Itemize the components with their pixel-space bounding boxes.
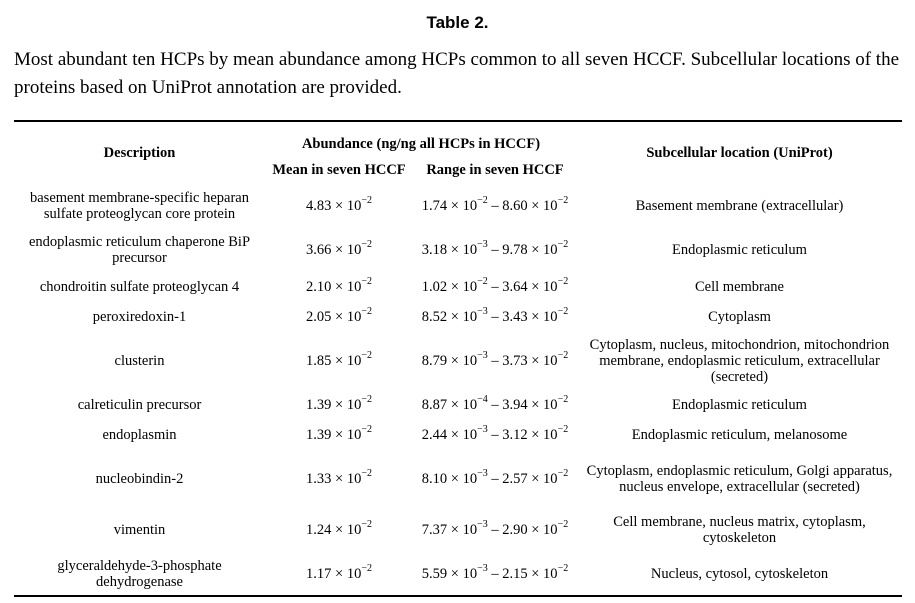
range-low-value-mantissa: 1.02 — [421, 279, 448, 295]
range-separator: – — [487, 397, 503, 413]
range-high-value-exponent: −2 — [557, 519, 569, 531]
cell-mean — [265, 302, 413, 332]
range-low-value-times: × 10 — [447, 309, 478, 325]
cell-location: Basement membrane (extracellular) — [635, 198, 844, 214]
mean-value-times: × 10 — [331, 471, 362, 487]
mean-value-times: × 10 — [331, 397, 362, 413]
range-high-value-mantissa: 2.15 — [502, 565, 528, 582]
range-low-value-mantissa: 2.44 — [421, 427, 448, 443]
range-high-value-exponent: −2 — [557, 239, 569, 251]
range-low-value-exponent: −4 — [477, 394, 488, 406]
data-table-container — [14, 120, 902, 597]
range-low-value — [421, 562, 488, 582]
range-low-value-times: × 10 — [447, 242, 478, 258]
range-low-value-mantissa: 5.59 — [421, 565, 448, 582]
mean-value-exponent: −2 — [361, 195, 372, 207]
table-row — [14, 552, 902, 596]
cell-mean — [265, 332, 413, 390]
range-low-value-mantissa: 7.37 — [421, 522, 448, 538]
range-high-value-mantissa: 8.60 — [502, 198, 528, 214]
cell-description: vimentin — [113, 522, 166, 538]
table-row — [14, 450, 902, 508]
cell-mean — [265, 420, 413, 450]
table-row — [14, 390, 902, 420]
mean-value-exponent: −2 — [361, 519, 372, 531]
mean-value-times: × 10 — [331, 565, 362, 582]
range-high-value-exponent: −2 — [557, 276, 569, 288]
mean-value-exponent: −2 — [361, 394, 372, 406]
cell-description: peroxiredoxin-1 — [92, 309, 187, 325]
cell-description: clusterin — [114, 353, 165, 369]
table-row — [14, 332, 902, 390]
cell-location: Cell membrane — [695, 279, 784, 295]
range-separator: – — [487, 242, 503, 258]
range-low-value-times: × 10 — [447, 565, 478, 582]
range-low-value-times: × 10 — [447, 427, 478, 443]
range-low-value-mantissa: 8.79 — [421, 353, 448, 369]
mean-value-times: × 10 — [331, 353, 362, 369]
range-separator: – — [487, 565, 503, 582]
range-high-value — [502, 276, 569, 295]
range-low-value-exponent: −3 — [477, 468, 488, 480]
mean-value — [306, 195, 372, 214]
mean-value-exponent: −2 — [361, 350, 372, 362]
mean-value-mantissa: 2.10 — [306, 279, 332, 295]
range-low-value-mantissa: 3.18 — [421, 242, 448, 258]
table-body — [14, 184, 902, 596]
mean-value — [306, 239, 372, 258]
range-low-value-exponent: −3 — [477, 306, 488, 318]
range-high-value-mantissa: 2.90 — [502, 522, 528, 538]
cell-range — [413, 184, 577, 228]
mean-value-times: × 10 — [331, 279, 362, 295]
range-low-value — [421, 519, 488, 538]
range-high-value-exponent: −2 — [557, 424, 569, 436]
mean-value-exponent: −2 — [361, 306, 372, 318]
range-separator: – — [487, 427, 503, 443]
abundance-table — [14, 120, 902, 597]
mean-value-mantissa: 1.85 — [306, 353, 332, 369]
range-low-value-times: × 10 — [447, 279, 478, 295]
range-high-value-mantissa: 3.12 — [502, 427, 528, 443]
cell-mean — [265, 390, 413, 420]
range-separator: – — [487, 279, 503, 295]
range-low-value — [421, 276, 488, 295]
range-high-value-times: × 10 — [527, 427, 558, 443]
range-separator: – — [487, 522, 503, 538]
mean-value-times: × 10 — [331, 242, 362, 258]
cell-range — [413, 228, 577, 272]
mean-value-times: × 10 — [331, 198, 362, 214]
range-high-value — [502, 424, 569, 443]
header-description: Description — [103, 145, 176, 161]
range-low-value-mantissa: 8.52 — [421, 309, 448, 325]
range-high-value-exponent: −2 — [557, 468, 569, 480]
cell-description: chondroitin sulfate proteoglycan 4 — [39, 279, 240, 295]
range-low-value — [421, 468, 488, 487]
mean-value — [306, 394, 372, 413]
cell-location: Endoplasmic reticulum — [672, 242, 807, 258]
range-high-value-times: × 10 — [527, 565, 558, 582]
mean-value — [306, 562, 372, 582]
cell-description: endoplasmin — [102, 427, 177, 443]
cell-range — [413, 420, 577, 450]
range-high-value — [502, 562, 569, 582]
mean-value-mantissa: 1.39 — [306, 397, 332, 413]
cell-range — [413, 552, 577, 596]
mean-value-mantissa: 1.24 — [306, 522, 332, 538]
range-low-value — [421, 350, 488, 369]
range-high-value — [502, 468, 569, 487]
range-high-value-times: × 10 — [527, 397, 558, 413]
range-high-value-times: × 10 — [527, 522, 558, 538]
cell-mean — [265, 184, 413, 228]
range-low-value-mantissa: 8.10 — [421, 471, 448, 487]
header-range: Range in seven HCCF — [426, 162, 564, 178]
range-high-value-mantissa: 2.57 — [502, 471, 528, 487]
range-separator: – — [487, 353, 503, 369]
range-low-value-exponent: −3 — [477, 350, 488, 362]
header-mean: Mean in seven HCCF — [272, 162, 406, 178]
mean-value — [306, 424, 372, 443]
range-low-value — [421, 195, 488, 214]
range-high-value-exponent: −2 — [557, 562, 569, 574]
mean-value-mantissa: 3.66 — [306, 242, 332, 258]
range-high-value — [502, 195, 569, 214]
cell-location: Endoplasmic reticulum — [672, 397, 807, 413]
table-row — [14, 508, 902, 552]
cell-range — [413, 508, 577, 552]
range-low-value — [421, 306, 488, 325]
cell-description: calreticulin precursor — [77, 397, 202, 413]
range-high-value-times: × 10 — [527, 242, 558, 258]
range-high-value — [502, 394, 569, 413]
mean-value-times: × 10 — [331, 427, 362, 443]
mean-value-mantissa: 1.17 — [306, 565, 332, 582]
range-high-value-mantissa: 3.94 — [502, 397, 528, 413]
range-high-value-mantissa: 9.78 — [502, 242, 528, 258]
header-abundance-group: Abundance (ng/ng all HCPs in HCCF) — [301, 136, 541, 152]
cell-location: Cytoplasm, nucleus, mitochondrion, mitochondrion membrane, endoplasmic reticulum, extracellular (secreted) — [589, 337, 890, 385]
range-low-value-exponent: −2 — [477, 276, 488, 288]
range-low-value-exponent: −3 — [477, 424, 488, 436]
mean-value — [306, 519, 372, 538]
range-low-value-times: × 10 — [447, 397, 478, 413]
range-separator: – — [487, 471, 503, 487]
mean-value-exponent: −2 — [361, 562, 372, 574]
mean-value — [306, 306, 372, 325]
cell-mean — [265, 228, 413, 272]
range-high-value — [502, 239, 569, 258]
cell-range — [413, 302, 577, 332]
range-high-value-mantissa: 3.43 — [502, 309, 528, 325]
range-low-value — [421, 424, 488, 443]
mean-value — [306, 350, 372, 369]
range-low-value-mantissa: 8.87 — [421, 397, 448, 413]
cell-mean — [265, 508, 413, 552]
mean-value-times: × 10 — [331, 522, 362, 538]
range-high-value-exponent: −2 — [557, 306, 569, 318]
range-high-value-exponent: −2 — [557, 350, 569, 362]
range-low-value-exponent: −3 — [477, 519, 488, 531]
mean-value — [306, 468, 372, 487]
table-row — [14, 228, 902, 272]
range-high-value — [502, 306, 569, 325]
cell-description: nucleobindin-2 — [95, 471, 184, 487]
range-high-value-exponent: −2 — [557, 195, 569, 207]
cell-location: Cell membrane, nucleus matrix, cytoplasm, cytoskeleton — [613, 514, 866, 546]
range-high-value-mantissa: 3.73 — [502, 353, 528, 369]
header-location: Subcellular location (UniProt) — [646, 145, 833, 161]
table-header — [14, 121, 902, 184]
cell-description: glyceraldehyde-3-phosphate dehydrogenase — [57, 557, 222, 590]
range-separator: – — [487, 198, 503, 214]
range-low-value-times: × 10 — [447, 471, 478, 487]
range-low-value-exponent: −3 — [477, 562, 488, 574]
range-high-value-times: × 10 — [527, 198, 558, 214]
cell-mean — [265, 552, 413, 596]
mean-value — [306, 276, 372, 295]
range-separator: – — [487, 309, 503, 325]
mean-value-exponent: −2 — [361, 468, 372, 480]
table-row — [14, 272, 902, 302]
cell-location: Endoplasmic reticulum, melanosome — [631, 427, 848, 443]
cell-location: Nucleus, cytosol, cytoskeleton — [650, 565, 829, 582]
table-row — [14, 420, 902, 450]
cell-description: endoplasmic reticulum chaperone BiP precursor — [28, 234, 251, 266]
range-high-value — [502, 350, 569, 369]
range-low-value-exponent: −3 — [477, 239, 488, 251]
range-low-value-times: × 10 — [447, 522, 478, 538]
range-low-value-mantissa: 1.74 — [421, 198, 448, 214]
mean-value-mantissa: 2.05 — [306, 309, 332, 325]
range-high-value-times: × 10 — [527, 309, 558, 325]
mean-value-exponent: −2 — [361, 424, 372, 436]
cell-mean — [265, 450, 413, 508]
cell-location: Cytoplasm, endoplasmic reticulum, Golgi apparatus, nucleus envelope, extracellular (secreted) — [586, 463, 893, 495]
cell-range — [413, 450, 577, 508]
range-low-value-times: × 10 — [447, 198, 478, 214]
range-high-value-times: × 10 — [527, 279, 558, 295]
range-low-value — [421, 239, 488, 258]
cell-range — [413, 332, 577, 390]
table-row — [14, 184, 902, 228]
range-high-value-times: × 10 — [527, 471, 558, 487]
range-low-value-exponent: −2 — [477, 195, 488, 207]
range-high-value-mantissa: 3.64 — [502, 279, 528, 295]
range-high-value — [502, 519, 569, 538]
mean-value-mantissa: 1.33 — [306, 471, 332, 487]
cell-range — [413, 272, 577, 302]
cell-description: basement membrane-specific heparan sulfate proteoglycan core protein — [29, 190, 249, 222]
mean-value-times: × 10 — [331, 309, 362, 325]
table-caption: Most abundant ten HCPs by mean abundance among HCPs common to all seven HCCF. Subcellular locations of the proteins based on UniProt annotation are provided. — [14, 49, 900, 98]
table-title: Table 2. — [426, 13, 489, 32]
cell-range — [413, 390, 577, 420]
range-high-value-exponent: −2 — [557, 394, 569, 406]
mean-value-exponent: −2 — [361, 276, 372, 288]
mean-value-mantissa: 4.83 — [306, 198, 332, 214]
table-row — [14, 302, 902, 332]
range-high-value-times: × 10 — [527, 353, 558, 369]
mean-value-exponent: −2 — [361, 239, 372, 251]
cell-mean — [265, 272, 413, 302]
cell-location: Cytoplasm — [708, 309, 771, 325]
range-low-value — [421, 394, 488, 413]
mean-value-mantissa: 1.39 — [306, 427, 332, 443]
range-low-value-times: × 10 — [447, 353, 478, 369]
